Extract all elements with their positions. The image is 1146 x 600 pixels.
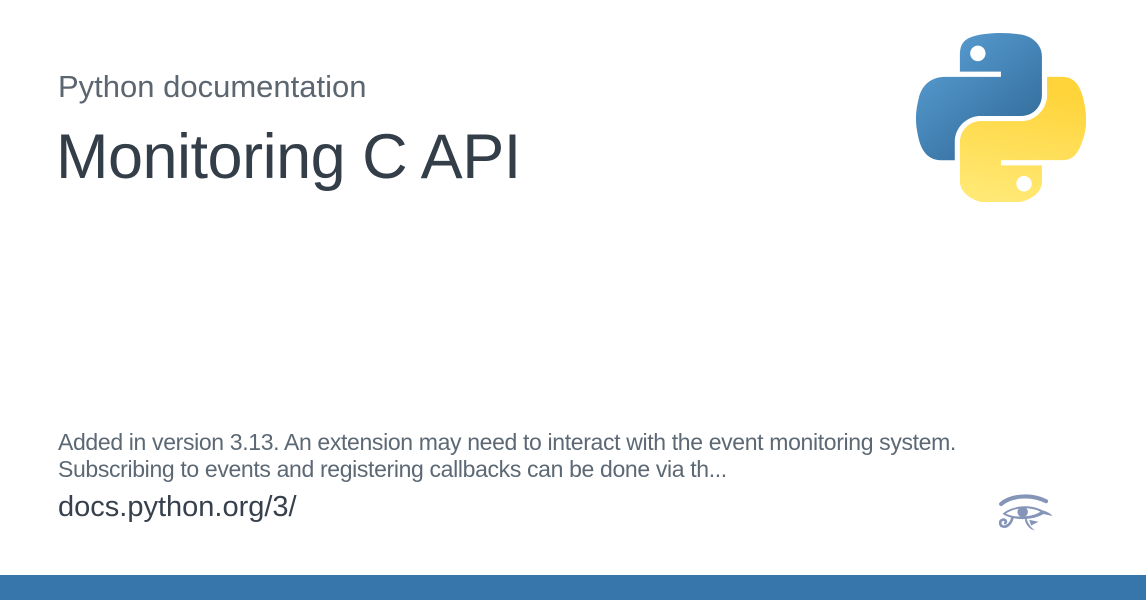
accent-bar bbox=[0, 575, 1146, 600]
eye-of-horus-icon bbox=[996, 491, 1054, 531]
page-description bbox=[58, 429, 956, 483]
page-title: Monitoring C API bbox=[56, 122, 521, 192]
description-line-2: Subscribing to events and registering callbacks can be done via th... bbox=[58, 456, 727, 482]
site-name: Python documentation bbox=[58, 69, 367, 104]
python-logo-icon bbox=[915, 33, 1086, 202]
description-line-1: Added in version 3.13. An extension may need to interact with the event monitoring system. bbox=[58, 429, 956, 455]
page-url: docs.python.org/3/ bbox=[58, 491, 297, 523]
